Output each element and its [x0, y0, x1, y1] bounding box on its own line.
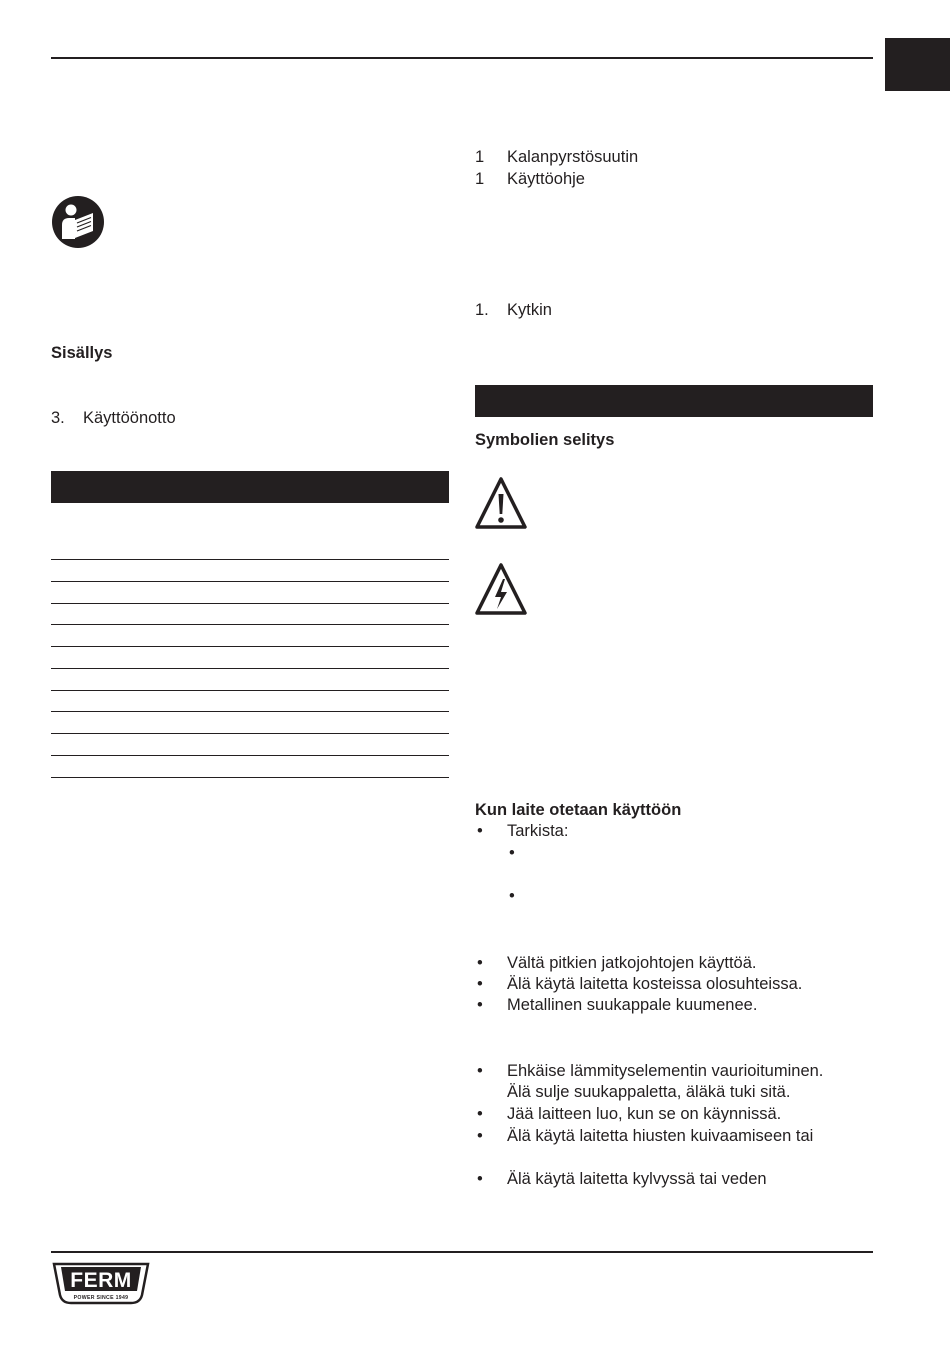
- table-row-line: [51, 755, 449, 756]
- list-item: Metallinen suukappale kuumenee.: [507, 996, 758, 1014]
- electric-shock-icon: [474, 562, 528, 616]
- table-row-line: [51, 733, 449, 734]
- table-row-line: [51, 668, 449, 669]
- bullet-marker: •: [477, 996, 483, 1014]
- parts-qty: 1: [475, 170, 485, 188]
- list-item: Jää laitteen luo, kun se on käynnissä.: [507, 1105, 782, 1123]
- control-label: Kytkin: [507, 301, 552, 319]
- technical-data-bar: [51, 471, 449, 503]
- list-item: Älä käytä laitetta kylvyssä tai veden: [507, 1170, 767, 1188]
- sub-bullet-marker: •: [509, 887, 515, 905]
- table-row-line: [51, 581, 449, 582]
- footer-rule: [51, 1251, 873, 1253]
- parts-label: Kalanpyrstösuutin: [507, 148, 639, 166]
- bullet-marker: •: [477, 954, 483, 972]
- logo-tagline: POWER SINCE 1949: [73, 1295, 129, 1301]
- parts-qty: 1: [475, 148, 485, 166]
- table-row-line: [51, 711, 449, 712]
- table-row-line: [51, 624, 449, 625]
- list-item: Älä käytä laitetta hiusten kuivaamiseen tai: [507, 1127, 814, 1145]
- logo-text: FERM: [70, 1269, 132, 1292]
- table-row-line: [51, 603, 449, 604]
- toc-number: 3.: [51, 409, 65, 427]
- language-tab: [885, 38, 950, 91]
- header-rule: [51, 57, 873, 59]
- ferm-logo: [51, 1262, 151, 1306]
- list-item: Ehkäise lämmityselementin vaurioituminen.: [507, 1062, 824, 1080]
- toc-item-label: Käyttöönotto: [83, 409, 176, 427]
- bullet-marker: •: [477, 1170, 483, 1188]
- symbols-heading: Symbolien selitys: [475, 431, 615, 449]
- safety-section-bar: [475, 385, 873, 417]
- read-manual-icon: [51, 195, 105, 249]
- contents-heading: Sisällys: [51, 344, 113, 362]
- list-item-continued: Älä sulje suukappaletta, äläkä tuki sitä.: [507, 1083, 791, 1101]
- parts-label: Käyttöohje: [507, 170, 585, 188]
- bullet-marker: •: [477, 822, 483, 840]
- warning-triangle-icon: [474, 476, 528, 530]
- bullet-marker: •: [477, 1062, 483, 1080]
- table-row-line: [51, 690, 449, 691]
- startup-heading: Kun laite otetaan käyttöön: [475, 801, 682, 819]
- list-item: Älä käytä laitetta kosteissa olosuhteissa.: [507, 975, 803, 993]
- table-row-line: [51, 777, 449, 778]
- table-row-line: [51, 646, 449, 647]
- control-number: 1.: [475, 301, 489, 319]
- bullet-marker: •: [477, 975, 483, 993]
- bullet-marker: •: [477, 1105, 483, 1123]
- list-item: Vältä pitkien jatkojohtojen käyttöä.: [507, 954, 757, 972]
- bullet-marker: •: [477, 1127, 483, 1145]
- check-label: Tarkista:: [507, 822, 569, 840]
- sub-bullet-marker: •: [509, 844, 515, 862]
- table-row-line: [51, 559, 449, 560]
